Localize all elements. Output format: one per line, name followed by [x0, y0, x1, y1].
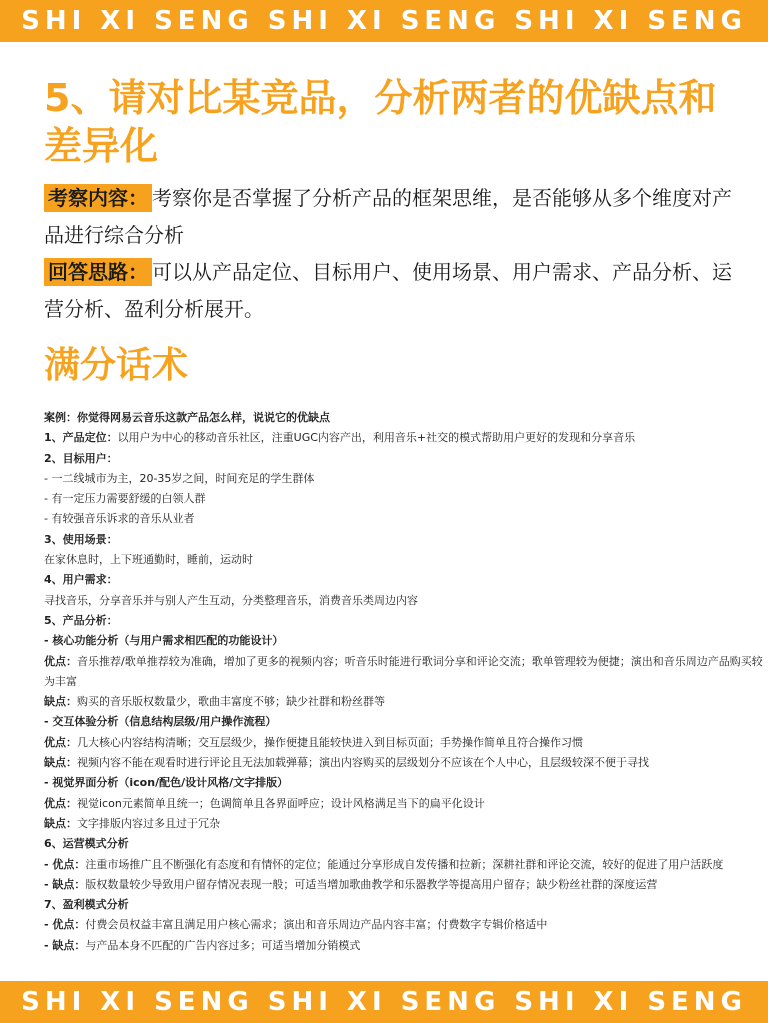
line-label: 优点：	[44, 654, 77, 668]
line-label: 1、产品定位：	[44, 431, 118, 445]
line-text: 视频内容不能在观看时进行评论且无法加载弹幕；演出内容购买的层级划分不应该在个人中心，且层级较深不便于寻找	[77, 756, 649, 770]
line-label: - 优点：	[44, 918, 86, 932]
content-line	[44, 915, 764, 935]
line-text: 音乐推荐/歌单推荐较为准确，增加了更多的视频内容；听音乐时能进行歌词分享和评论交流；歌单管理较为便捷；演出和音乐周边产品购买较为丰富	[44, 654, 763, 688]
answer-approach-text: 可以从产品定位、目标用户、使用场景、用户需求、产品分析、运营分析、盈利分析展开。	[44, 260, 732, 321]
case-question: 案例：你觉得网易云音乐这款产品怎么样，说说它的优缺点	[44, 411, 330, 424]
content-line: - 有一定压力需要舒缓的白领人群	[44, 492, 206, 506]
content-line	[44, 855, 764, 875]
line-label: 优点：	[44, 796, 77, 810]
line-text: 购买的音乐版权数量少，歌曲丰富度不够；缺少社群和粉丝群等	[77, 695, 385, 709]
content-heading: 6、运营模式分析	[44, 837, 129, 851]
line-text: 注重市场推广且不断强化有态度和有情怀的定位；能通过分享形成自发传播和拉新；深耕社群和评论交流，较好的促进了用户活跃度	[85, 857, 724, 871]
page-title: 5、请对比某竞品，分析两者的优缺点和差异化	[44, 76, 717, 168]
line-label: - 缺点：	[44, 938, 86, 952]
content-subheading: - 核心功能分析（与用户需求相匹配的功能设计）	[44, 634, 284, 648]
content-line	[44, 875, 764, 895]
line-text: 付费会员权益丰富且满足用户核心需求；演出和音乐周边产品内容丰富；付费数字专辑价格适中	[85, 918, 548, 932]
line-text: 视觉icon元素简单且统一；色调简单且各界面呼应；设计风格满足当下的扁平化设计	[77, 796, 485, 810]
exam-content-tag: 考察内容：	[44, 184, 152, 212]
top-banner: SHI XI SENG SHI XI SENG SHI XI SENG	[0, 0, 768, 42]
content-line	[44, 794, 764, 814]
exam-content-text: 考察你是否掌握了分析产品的框架思维，是否能够从多个维度对产品进行综合分析	[44, 186, 732, 247]
content-line: 寻找音乐，分享音乐并与别人产生互动，分类整理音乐，消费音乐类周边内容	[44, 593, 418, 607]
content-heading: 7、盈利模式分析	[44, 898, 129, 912]
line-label: - 优点：	[44, 857, 86, 871]
line-label: 缺点：	[44, 816, 77, 830]
content-heading: 2、目标用户：	[44, 451, 118, 465]
line-text: 与产品本身不匹配的广告内容过多；可适当增加分销模式	[85, 938, 361, 952]
content-line: - 有较强音乐诉求的音乐从业者	[44, 512, 195, 526]
content-line	[44, 692, 764, 712]
content-line	[44, 428, 764, 448]
content-line	[44, 652, 764, 693]
line-text: 文字排版内容过多且过于冗杂	[77, 816, 220, 830]
content-line	[44, 936, 764, 956]
section-title: 满分话术	[44, 345, 189, 386]
content-line	[44, 814, 764, 834]
content-line: - 一二线城市为主，20-35岁之间，时间充足的学生群体	[44, 471, 315, 485]
content-subheading: - 交互体验分析（信息结构层级/用户操作流程）	[44, 715, 277, 729]
line-label: 缺点：	[44, 695, 77, 709]
answer-approach-paragraph	[44, 254, 734, 328]
content-line	[44, 753, 764, 773]
content-heading: 5、产品分析：	[44, 613, 118, 627]
line-label: 优点：	[44, 735, 77, 749]
line-label: - 缺点：	[44, 877, 86, 891]
answer-approach-tag: 回答思路：	[44, 258, 152, 286]
content-line	[44, 733, 764, 753]
line-text: 版权数量较少导致用户留存情况表现一般；可适当增加歌曲教学和乐器教学等提高用户留存；缺少粉丝社群的深度运营	[85, 877, 658, 891]
line-text: 几大核心内容结构清晰；交互层级少，操作便捷且能较快进入到目标页面；手势操作简单且符合操作习惯	[77, 735, 583, 749]
line-label: 缺点：	[44, 756, 77, 770]
content-heading: 3、使用场景：	[44, 532, 118, 546]
line-text: 以用户为中心的移动音乐社区，注重UGC内容产出，利用音乐+社交的模式帮助用户更好的发现和分享音乐	[117, 431, 636, 445]
content-line: 在家休息时，上下班通勤时，睡前，运动时	[44, 553, 253, 567]
content-subheading: - 视觉界面分析（icon/配色/设计风格/文字排版）	[44, 776, 289, 790]
bottom-banner: SHI XI SENG SHI XI SENG SHI XI SENG	[0, 981, 768, 1023]
content-heading: 4、用户需求：	[44, 573, 118, 587]
exam-content-paragraph	[44, 180, 734, 254]
answer-content	[44, 408, 764, 956]
